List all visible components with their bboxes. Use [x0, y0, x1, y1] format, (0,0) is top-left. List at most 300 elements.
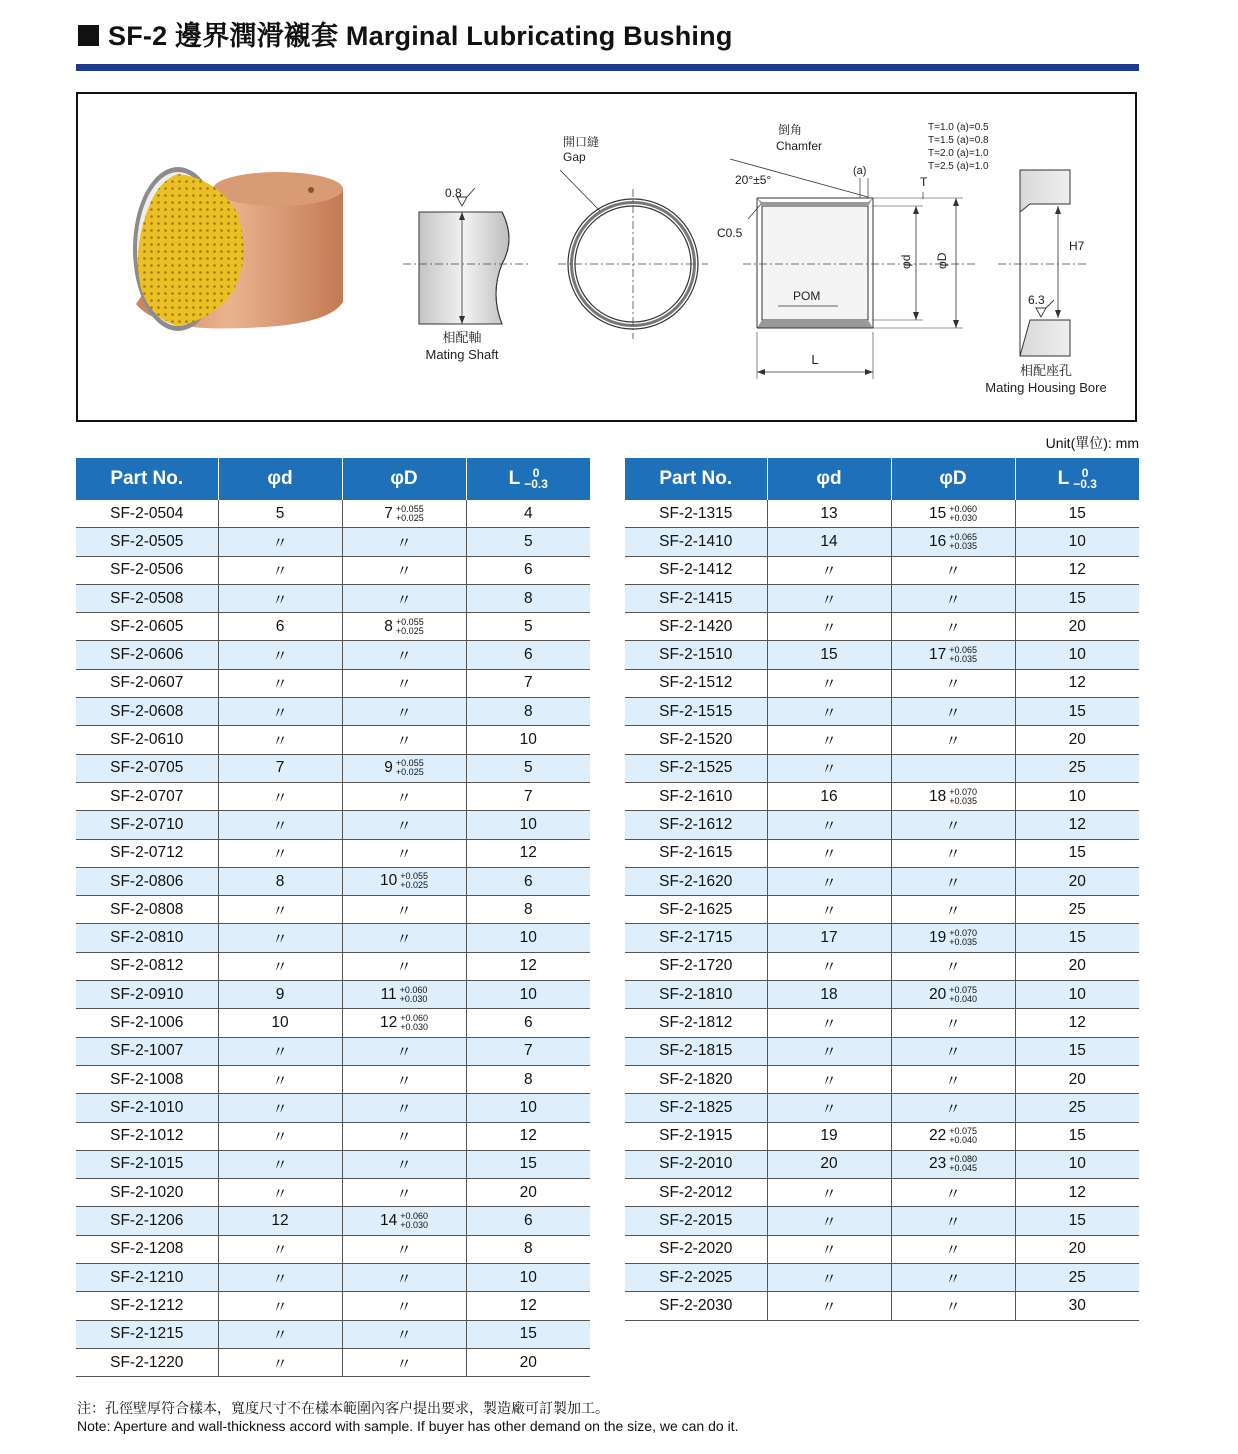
- header-part-no: Part No.: [625, 458, 767, 500]
- outer-diameter-value: 〃: [396, 902, 412, 920]
- inner-diameter-cell: 〃: [767, 896, 891, 924]
- length-cell: 10: [466, 811, 590, 839]
- inner-diameter-cell: 〃: [767, 1264, 891, 1292]
- outer-diameter-value: 〃: [945, 846, 961, 864]
- inner-diameter-cell: 7: [218, 754, 342, 782]
- table-row: [625, 811, 1139, 839]
- outer-diameter-cell: [342, 1009, 466, 1037]
- part-no-cell: SF-2-1015: [76, 1150, 218, 1178]
- part-no-cell: SF-2-0606: [76, 641, 218, 669]
- table-row: [625, 1264, 1139, 1292]
- inner-diameter-cell: 5: [218, 500, 342, 528]
- tolerance-lower: +0.035: [949, 795, 978, 806]
- table-row: [625, 1094, 1139, 1122]
- inner-diameter-cell: 〃: [218, 1348, 342, 1376]
- part-no-cell: SF-2-1007: [76, 1037, 218, 1065]
- outer-diameter-cell: [342, 867, 466, 895]
- table-row: [76, 613, 590, 641]
- length-cell: 12: [1015, 811, 1139, 839]
- length-cell: 6: [466, 1009, 590, 1037]
- outer-diameter-value: 〃: [945, 1072, 961, 1090]
- tolerance-upper: +0.055: [400, 871, 429, 882]
- length-cell: 20: [1015, 1235, 1139, 1263]
- table-row: [76, 641, 590, 669]
- outer-diameter-value: 〃: [396, 733, 412, 751]
- outer-diameter-value: 〃: [396, 1355, 412, 1373]
- tolerance: [396, 618, 424, 636]
- outer-diameter-value: 9: [384, 759, 393, 777]
- outer-diameter-cell: [342, 1065, 466, 1093]
- tolerance-lower: +0.045: [949, 1163, 978, 1174]
- tolerance-lower: +0.030: [400, 1220, 429, 1231]
- outer-diameter-cell: [342, 669, 466, 697]
- inner-diameter-cell: 〃: [767, 669, 891, 697]
- table-row: [625, 924, 1139, 952]
- length-tol-lower: −0.3: [1073, 476, 1097, 491]
- part-no-cell: SF-2-2010: [625, 1150, 767, 1178]
- outer-diameter-cell: [891, 669, 1015, 697]
- outer-diameter-cell: [342, 1122, 466, 1150]
- length-cell: 15: [1015, 1207, 1139, 1235]
- outer-diameter-value: 〃: [945, 733, 961, 751]
- table-row: [625, 896, 1139, 924]
- length-tolerance: [524, 465, 548, 491]
- part-no-cell: SF-2-1510: [625, 641, 767, 669]
- outer-diameter-value: 〃: [945, 874, 961, 892]
- shaft-label-en: Mating Shaft: [425, 347, 499, 362]
- length-cell: 20: [1015, 1065, 1139, 1093]
- inner-diameter-cell: 〃: [218, 1037, 342, 1065]
- inner-diameter-cell: 〃: [767, 1065, 891, 1093]
- outer-diameter-cell: [342, 952, 466, 980]
- part-no-cell: SF-2-1006: [76, 1009, 218, 1037]
- tolerance-upper: +0.060: [400, 1211, 429, 1222]
- tolerance-upper: +0.065: [949, 645, 978, 656]
- inner-diameter-cell: 18: [767, 981, 891, 1009]
- inner-diameter-cell: 14: [767, 528, 891, 556]
- table-row: [76, 1009, 590, 1037]
- length-cell: 12: [1015, 1009, 1139, 1037]
- page-title: [78, 14, 733, 53]
- length-cell: 15: [1015, 584, 1139, 612]
- inner-diameter-cell: 〃: [218, 952, 342, 980]
- length-cell: 10: [466, 1264, 590, 1292]
- outer-diameter-value: 〃: [945, 959, 961, 977]
- length-cell: 8: [466, 1065, 590, 1093]
- outer-diameter-value: 〃: [396, 676, 412, 694]
- tolerance-upper: +0.055: [395, 758, 424, 769]
- outer-diameter-cell: [342, 556, 466, 584]
- tolerance-upper: +0.070: [949, 786, 978, 797]
- part-no-cell: SF-2-1010: [76, 1094, 218, 1122]
- outer-diameter-value: 〃: [945, 817, 961, 835]
- table-row: [76, 924, 590, 952]
- inner-diameter-cell: 〃: [767, 811, 891, 839]
- outer-diameter-cell: [342, 1264, 466, 1292]
- outer-diameter-cell: [342, 500, 466, 528]
- outer-diameter-cell: [891, 1235, 1015, 1263]
- part-no-cell: SF-2-1625: [625, 896, 767, 924]
- outer-diameter-cell: [891, 1037, 1015, 1065]
- angle-label: 20°±5°: [735, 173, 772, 187]
- table-row: [625, 698, 1139, 726]
- outer-diameter-value: 〃: [945, 1242, 961, 1260]
- table-row: [76, 726, 590, 754]
- outer-diameter-value: 〃: [396, 846, 412, 864]
- outer-diameter-cell: [342, 1179, 466, 1207]
- length-cell: 25: [1015, 1264, 1139, 1292]
- bore-label-en: Mating Housing Bore: [985, 380, 1107, 395]
- inner-diameter-cell: 〃: [767, 754, 891, 782]
- table-row: [625, 782, 1139, 810]
- length-cell: 20: [1015, 613, 1139, 641]
- table-row: [76, 698, 590, 726]
- outer-diameter-cell: [891, 1292, 1015, 1320]
- tolerance: [949, 505, 977, 523]
- tolerance-lower: +0.030: [399, 993, 428, 1004]
- tolerance-upper: +0.080: [949, 1154, 978, 1165]
- outer-diameter-value: 〃: [945, 619, 961, 637]
- outer-diameter-value: 〃: [945, 591, 961, 609]
- length-cell: 7: [466, 1037, 590, 1065]
- bushing-photo: [133, 167, 343, 331]
- outer-diameter-cell: [342, 811, 466, 839]
- inner-diameter-cell: 12: [218, 1207, 342, 1235]
- outer-diameter-value: 〃: [945, 1270, 961, 1288]
- length-cell: 10: [1015, 1150, 1139, 1178]
- part-no-cell: SF-2-1825: [625, 1094, 767, 1122]
- outer-diameter-cell: [891, 1122, 1015, 1150]
- part-no-cell: SF-2-1412: [625, 556, 767, 584]
- part-no-cell: SF-2-1720: [625, 952, 767, 980]
- outer-diameter-cell: [342, 726, 466, 754]
- table-row: [76, 1065, 590, 1093]
- table-row: [625, 1292, 1139, 1320]
- length-cell: 10: [466, 726, 590, 754]
- length-cell: 10: [466, 1094, 590, 1122]
- table-row: [625, 528, 1139, 556]
- outer-diameter-cell: [342, 528, 466, 556]
- tolerance: [949, 646, 977, 664]
- outer-diameter-value: 〃: [396, 1100, 412, 1118]
- length-tol-upper: 0: [1081, 465, 1089, 480]
- inner-diameter-cell: 〃: [218, 896, 342, 924]
- inner-diameter-cell: 〃: [218, 839, 342, 867]
- outer-diameter-value: 〃: [945, 563, 961, 581]
- inner-diameter-cell: 〃: [218, 1292, 342, 1320]
- outer-diameter-cell: [891, 981, 1015, 1009]
- part-no-cell: SF-2-1212: [76, 1292, 218, 1320]
- inner-diameter-cell: 〃: [218, 782, 342, 810]
- bore-label-zh: 相配座孔: [1019, 363, 1073, 378]
- table-row: [625, 641, 1139, 669]
- tolerance: [400, 872, 428, 890]
- inner-diameter-cell: 〃: [218, 726, 342, 754]
- outer-diameter-value: 10: [379, 872, 398, 890]
- inner-diameter-cell: 〃: [218, 1235, 342, 1263]
- L-dim-label: L: [811, 352, 819, 367]
- tolerance-lower: +0.040: [949, 993, 978, 1004]
- length-cell: 6: [466, 641, 590, 669]
- t-row-4: T=2.5 (a)=1.0: [928, 161, 989, 172]
- table-row: [76, 1320, 590, 1348]
- part-no-cell: SF-2-1206: [76, 1207, 218, 1235]
- inner-diameter-cell: 〃: [767, 1009, 891, 1037]
- chamfer-label-en: Chamfer: [776, 139, 823, 153]
- outer-diameter-cell: [342, 1150, 466, 1178]
- part-no-cell: SF-2-0506: [76, 556, 218, 584]
- header-length: [1015, 458, 1139, 500]
- table-header-row: [625, 458, 1139, 500]
- part-no-cell: SF-2-1215: [76, 1320, 218, 1348]
- inner-diameter-cell: 〃: [218, 1094, 342, 1122]
- table-row: [625, 1179, 1139, 1207]
- outer-diameter-value: 18: [928, 787, 947, 805]
- tolerance-lower: +0.030: [400, 1021, 429, 1032]
- inner-diameter-cell: 9: [218, 981, 342, 1009]
- length-cell: 12: [466, 1122, 590, 1150]
- part-no-cell: SF-2-2012: [625, 1179, 767, 1207]
- inner-diameter-cell: 〃: [767, 1037, 891, 1065]
- outer-diameter-cell: [891, 811, 1015, 839]
- outer-diameter-cell: [891, 613, 1015, 641]
- length-cell: 12: [1015, 1179, 1139, 1207]
- outer-diameter-value: 8: [384, 617, 393, 635]
- length-cell: 25: [1015, 1094, 1139, 1122]
- table-row: [625, 726, 1139, 754]
- outer-diameter-cell: [342, 698, 466, 726]
- tolerance-lower: +0.040: [949, 1135, 978, 1146]
- inner-diameter-cell: 〃: [767, 839, 891, 867]
- outer-diameter-cell: [342, 782, 466, 810]
- part-no-cell: SF-2-1515: [625, 698, 767, 726]
- table-row: [625, 1009, 1139, 1037]
- outer-diameter-value: 〃: [945, 1214, 961, 1232]
- inner-diameter-cell: 〃: [767, 556, 891, 584]
- length-cell: 5: [466, 613, 590, 641]
- length-cell: 10: [1015, 641, 1139, 669]
- tolerance-upper: +0.070: [949, 928, 978, 939]
- table-row: [76, 1094, 590, 1122]
- part-no-cell: SF-2-0810: [76, 924, 218, 952]
- outer-diameter-value: 〃: [396, 648, 412, 666]
- inner-diameter-cell: 6: [218, 613, 342, 641]
- part-no-cell: SF-2-1815: [625, 1037, 767, 1065]
- length-cell: 30: [1015, 1292, 1139, 1320]
- note-english: Note: Aperture and wall-thickness accord with sample. If buyer has other demand on the size, we can do it.: [77, 1418, 739, 1434]
- outer-diameter-cell: [342, 1094, 466, 1122]
- roughness-shaft: 0.8: [445, 186, 462, 200]
- inner-diameter-cell: 〃: [218, 641, 342, 669]
- part-no-cell: SF-2-0610: [76, 726, 218, 754]
- length-tol-upper: 0: [532, 465, 540, 480]
- part-no-cell: SF-2-1715: [625, 924, 767, 952]
- outer-diameter-value: 16: [928, 532, 947, 550]
- tolerance: [949, 1127, 977, 1145]
- table-row: [625, 1207, 1139, 1235]
- tolerance: [949, 986, 977, 1004]
- tolerance: [949, 1155, 977, 1173]
- inner-diameter-cell: 〃: [767, 1094, 891, 1122]
- outer-diameter-cell: [891, 839, 1015, 867]
- outer-diameter-cell: [891, 528, 1015, 556]
- length-cell: 15: [466, 1150, 590, 1178]
- housing-bore-drawing: [985, 170, 1106, 395]
- part-no-cell: SF-2-1008: [76, 1065, 218, 1093]
- part-no-cell: SF-2-0608: [76, 698, 218, 726]
- bushing-drawings: [78, 94, 1135, 420]
- outer-diameter-cell: [342, 1320, 466, 1348]
- outer-diameter-value: 20: [928, 985, 947, 1003]
- header-outer-diameter: φD: [891, 458, 1015, 500]
- tolerance-lower: +0.035: [949, 540, 978, 551]
- outer-diameter-value: 〃: [396, 1044, 412, 1062]
- header-outer-diameter: φD: [342, 458, 466, 500]
- outer-diameter-cell: [891, 726, 1015, 754]
- outer-diameter-cell: [891, 952, 1015, 980]
- inner-diameter-cell: 〃: [218, 1264, 342, 1292]
- outer-diameter-cell: [342, 1348, 466, 1376]
- tolerance-lower: +0.035: [949, 654, 978, 665]
- outer-diameter-value: 〃: [945, 1298, 961, 1316]
- outer-diameter-cell: [891, 896, 1015, 924]
- part-no-cell: SF-2-1208: [76, 1235, 218, 1263]
- outer-diameter-cell: [891, 1264, 1015, 1292]
- part-no-cell: SF-2-0504: [76, 500, 218, 528]
- outer-diameter-value: 〃: [396, 931, 412, 949]
- header-length: [466, 458, 590, 500]
- outer-diameter-value: 23: [928, 1155, 947, 1173]
- outer-diameter-value: 〃: [945, 676, 961, 694]
- inner-diameter-cell: 19: [767, 1122, 891, 1150]
- outer-diameter-value: 〃: [945, 1015, 961, 1033]
- inner-diameter-cell: 8: [218, 867, 342, 895]
- table-row: [625, 1122, 1139, 1150]
- outer-diameter-value: 17: [928, 646, 947, 664]
- part-no-cell: SF-2-1915: [625, 1122, 767, 1150]
- tolerance-upper: +0.055: [395, 503, 424, 514]
- inner-diameter-cell: 〃: [767, 1292, 891, 1320]
- tolerance-upper: +0.060: [400, 1012, 429, 1023]
- outer-diameter-value: 〃: [396, 1242, 412, 1260]
- outer-diameter-cell: [342, 896, 466, 924]
- table-row: [76, 1037, 590, 1065]
- inner-diameter-cell: 〃: [218, 811, 342, 839]
- table-row: [76, 1292, 590, 1320]
- table-row: [76, 867, 590, 895]
- inner-diameter-cell: 〃: [767, 1179, 891, 1207]
- tolerance-lower: +0.030: [949, 512, 978, 523]
- part-no-cell: SF-2-0712: [76, 839, 218, 867]
- table-row: [76, 500, 590, 528]
- outer-diameter-value: 〃: [396, 704, 412, 722]
- tolerance-lower: +0.025: [395, 767, 424, 778]
- tolerance-lower: +0.025: [395, 625, 424, 636]
- unit-label: Unit(單位): mm: [1045, 435, 1139, 451]
- table-row: [625, 1037, 1139, 1065]
- inner-diameter-cell: 〃: [218, 1122, 342, 1150]
- outer-diameter-value: 15: [928, 504, 947, 522]
- outer-diameter-cell: [891, 698, 1015, 726]
- outer-diameter-cell: [342, 584, 466, 612]
- part-no-cell: SF-2-0607: [76, 669, 218, 697]
- part-no-cell: SF-2-1410: [625, 528, 767, 556]
- table-row: [76, 754, 590, 782]
- outer-diameter-value: 〃: [396, 1298, 412, 1316]
- part-no-cell: SF-2-0505: [76, 528, 218, 556]
- table-row: [76, 1150, 590, 1178]
- table-row: [625, 1150, 1139, 1178]
- outer-diameter-value: 〃: [945, 1185, 961, 1203]
- gap-label-zh: 開口縫: [563, 135, 600, 149]
- outer-diameter-cell: [342, 1292, 466, 1320]
- length-cell: 12: [466, 952, 590, 980]
- length-cell: 8: [466, 896, 590, 924]
- outer-diameter-value: 〃: [396, 1072, 412, 1090]
- part-no-cell: SF-2-1620: [625, 867, 767, 895]
- inner-diameter-cell: 〃: [218, 1179, 342, 1207]
- outer-diameter-cell: [891, 584, 1015, 612]
- length-cell: 20: [1015, 952, 1139, 980]
- inner-diameter-cell: 〃: [218, 924, 342, 952]
- length-cell: 25: [1015, 896, 1139, 924]
- outer-diameter-cell: [342, 924, 466, 952]
- length-cell: 12: [466, 839, 590, 867]
- tolerance: [949, 929, 977, 947]
- inner-diameter-cell: 〃: [218, 528, 342, 556]
- part-no-cell: SF-2-1820: [625, 1065, 767, 1093]
- table-row: [625, 1235, 1139, 1263]
- inner-diameter-cell: 13: [767, 500, 891, 528]
- part-no-cell: SF-2-1812: [625, 1009, 767, 1037]
- part-no-cell: SF-2-1810: [625, 981, 767, 1009]
- tolerance: [400, 1212, 428, 1230]
- title-rule: [76, 64, 1139, 71]
- tolerance: [400, 986, 428, 1004]
- spec-table-right: [625, 458, 1139, 1321]
- outer-diameter-value: 14: [379, 1212, 398, 1230]
- outer-diameter-value: 〃: [396, 1327, 412, 1345]
- table-row: [76, 1264, 590, 1292]
- table-row: [76, 556, 590, 584]
- length-cell: 12: [1015, 669, 1139, 697]
- table-row: [76, 1207, 590, 1235]
- t-row-3: T=2.0 (a)=1.0: [928, 148, 989, 159]
- outer-diameter-value: 〃: [945, 1100, 961, 1118]
- inner-diameter-cell: 〃: [218, 698, 342, 726]
- inner-diameter-cell: 〃: [218, 1065, 342, 1093]
- length-cell: 5: [466, 754, 590, 782]
- outer-diameter-value: 〃: [396, 1157, 412, 1175]
- shaft-label-zh: 相配軸: [442, 330, 482, 345]
- inner-diameter-cell: 16: [767, 782, 891, 810]
- a-label: (a): [853, 165, 867, 177]
- length-cell: 12: [1015, 556, 1139, 584]
- outer-diameter-value: 〃: [396, 789, 412, 807]
- square-bullet-icon: [78, 25, 99, 46]
- part-no-cell: SF-2-1420: [625, 613, 767, 641]
- part-no-cell: SF-2-2015: [625, 1207, 767, 1235]
- table-row: [76, 952, 590, 980]
- length-cell: 8: [466, 698, 590, 726]
- part-no-cell: SF-2-0508: [76, 584, 218, 612]
- table-row: [76, 811, 590, 839]
- inner-diameter-cell: 〃: [218, 1320, 342, 1348]
- length-cell: 15: [1015, 698, 1139, 726]
- part-no-cell: SF-2-2020: [625, 1235, 767, 1263]
- tolerance-upper: +0.060: [949, 503, 978, 514]
- t-row-1: T=1.0 (a)=0.5: [928, 122, 989, 133]
